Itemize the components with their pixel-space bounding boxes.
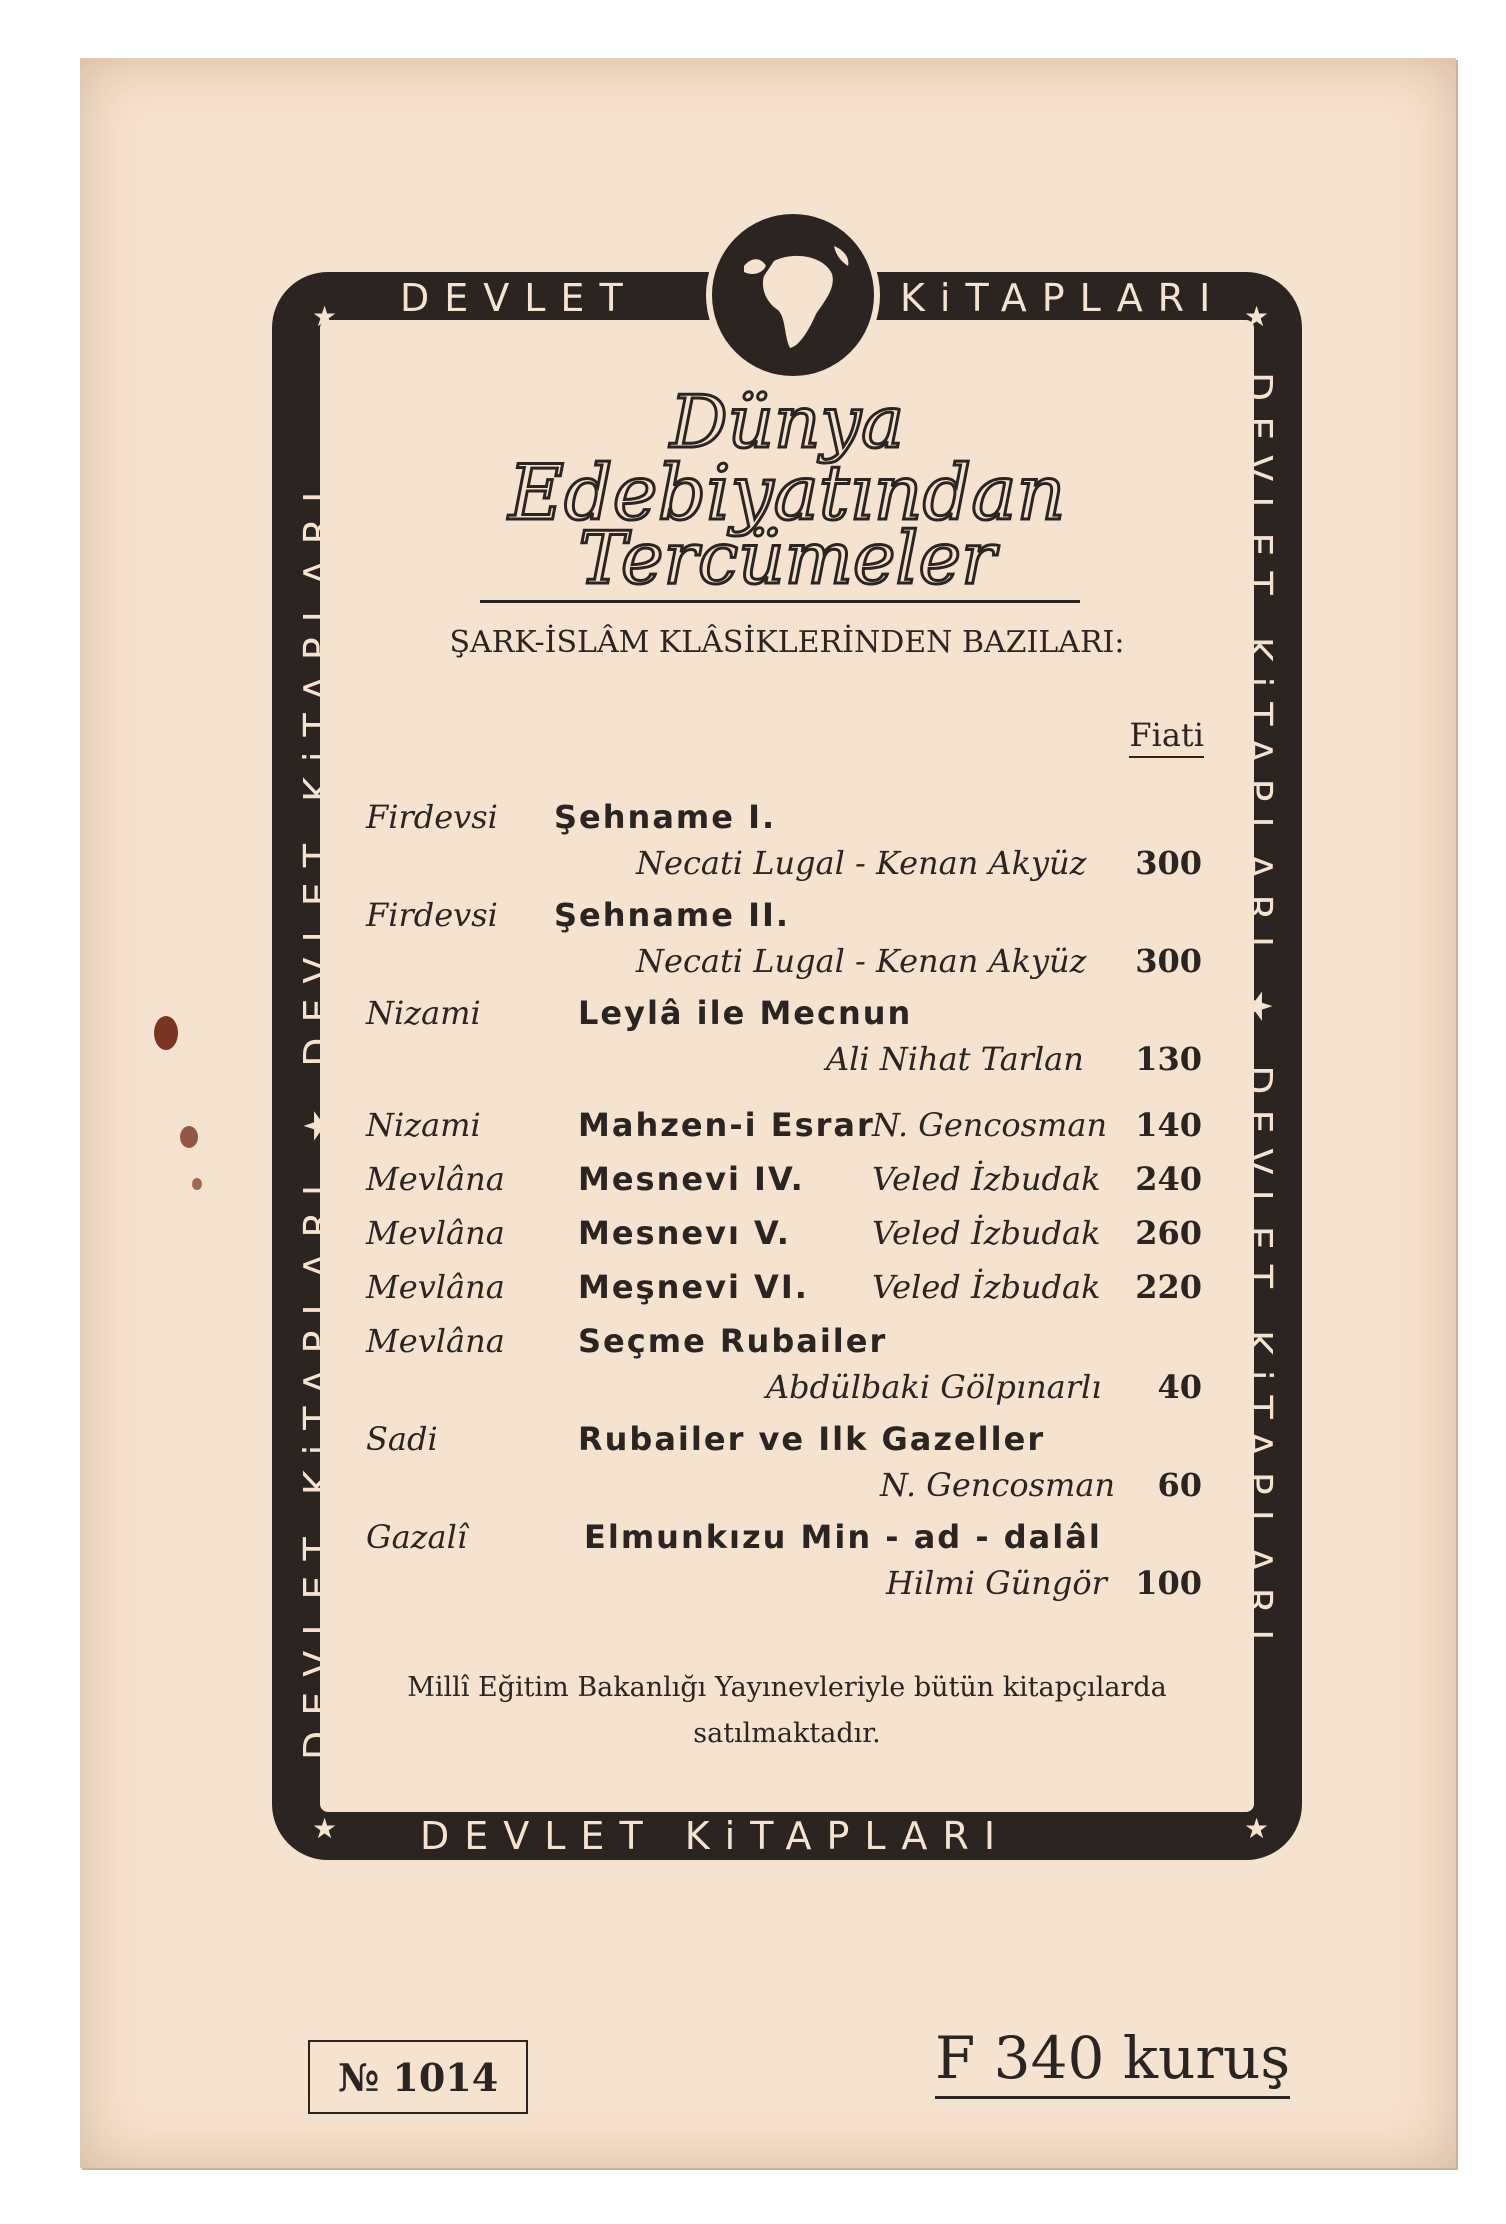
list-subtitle: ŞARK-İSLÂM KLÂSİKLERİNDEN BAZILARI:	[449, 625, 1125, 660]
book-title: Şehname II.	[554, 896, 791, 934]
book-row	[320, 1466, 1254, 1514]
book-row	[320, 1040, 1254, 1088]
book-author: Firdevsi	[366, 896, 498, 934]
book-translator: Hilmi Güngör	[886, 1564, 1107, 1602]
book-row	[320, 994, 1254, 1042]
book-price: 260	[1135, 1214, 1202, 1252]
cover-price: F 340 kuruş	[935, 2024, 1290, 2099]
book-translator: Veled İzbudak	[872, 1268, 1101, 1306]
star-icon: ★	[312, 1812, 338, 1845]
book-price: 40	[1157, 1368, 1202, 1406]
book-row	[320, 1518, 1254, 1566]
book-translator: N. Gencosman	[872, 1106, 1108, 1144]
availability-note-line-1: Millî Eğitim Bakanlığı Yayınevleriyle bütün kitapçılarda	[407, 1672, 1167, 1703]
book-author: Nizami	[366, 1106, 481, 1144]
book-price: 300	[1135, 942, 1202, 980]
book-price: 220	[1135, 1268, 1202, 1306]
book-translator: Veled İzbudak	[872, 1214, 1101, 1252]
book-row	[320, 1160, 1254, 1208]
book-price: 140	[1135, 1106, 1202, 1144]
book-price: 130	[1135, 1040, 1202, 1078]
heading-underline	[480, 600, 1080, 603]
book-translator: Necati Lugal - Kenan Akyüz	[636, 844, 1087, 882]
book-author: Mevlâna	[366, 1268, 505, 1306]
book-author: Mevlâna	[366, 1214, 505, 1252]
series-number-box: № 1014	[308, 2040, 528, 2114]
ink-stain	[154, 1016, 178, 1050]
book-price: 60	[1157, 1466, 1202, 1504]
star-icon: ★	[312, 300, 338, 333]
heading-line-1: Dünya	[669, 380, 905, 464]
book-title: Leylâ ile Mecnun	[578, 994, 913, 1032]
book-price: 100	[1135, 1564, 1202, 1602]
book-author: Gazalî	[366, 1518, 468, 1556]
band-left-text: DEVLET KiTAPLARI ★ DEVLET KiTAPLARI	[296, 476, 340, 1760]
band-right-text: DEVLET KiTAPLARI ★ DEVLET KiTAPLARI	[1236, 372, 1280, 1656]
book-title: Mesnevı V.	[578, 1214, 791, 1252]
book-title: Mesnevi IV.	[578, 1160, 805, 1198]
book-row	[320, 1322, 1254, 1370]
book-translator: Abdülbaki Gölpınarlı	[766, 1368, 1102, 1406]
book-title: Seçme Rubailer	[578, 1322, 888, 1360]
book-row	[320, 896, 1254, 944]
book-title: Mahzen-i Esrar	[578, 1106, 875, 1144]
book-author: Mevlâna	[366, 1322, 505, 1360]
band-top-right-text: KiTAPLARI	[900, 276, 1226, 320]
book-row	[320, 1268, 1254, 1316]
book-row	[320, 1420, 1254, 1468]
book-author: Firdevsi	[366, 798, 498, 836]
band-bottom-text: DEVLET KiTAPLARI	[420, 1814, 1011, 1858]
heading-line-2: Edebiyatından	[508, 448, 1066, 537]
book-price: 240	[1135, 1160, 1202, 1198]
availability-note	[320, 1665, 1254, 1757]
book-row	[320, 798, 1254, 846]
book-translator: N. Gencosman	[880, 1466, 1116, 1504]
book-translator: Necati Lugal - Kenan Akyüz	[636, 942, 1087, 980]
book-price: 300	[1135, 844, 1202, 882]
book-title: Şehname I.	[554, 798, 777, 836]
ink-stain	[180, 1126, 198, 1148]
book-translator: Veled İzbudak	[872, 1160, 1101, 1198]
book-author: Sadi	[366, 1420, 438, 1458]
book-title: Rubailer ve Ilk Gazeller	[578, 1420, 1046, 1458]
book-row	[320, 1106, 1254, 1154]
book-row	[320, 844, 1254, 892]
book-title: Elmunkızu Min - ad - dalâl	[584, 1518, 1102, 1556]
book-translator: Ali Nihat Tarlan	[826, 1040, 1084, 1078]
book-author: Mevlâna	[366, 1160, 505, 1198]
book-row	[320, 1368, 1254, 1416]
book-row	[320, 1564, 1254, 1612]
heading-line-3: Tercümeler	[578, 516, 996, 600]
book-row	[320, 942, 1254, 990]
content-panel	[320, 320, 1254, 1812]
ink-stain	[192, 1178, 202, 1190]
price-column-header: Fiati	[1129, 716, 1204, 758]
book-title: Meşnevi VI.	[578, 1268, 809, 1306]
band-top-left-text: DEVLET	[400, 276, 638, 320]
star-icon: ★	[1244, 1812, 1270, 1845]
star-icon: ★	[1244, 300, 1270, 333]
availability-note-line-2: satılmaktadır.	[693, 1718, 881, 1749]
book-author: Nizami	[366, 994, 481, 1032]
book-row	[320, 1214, 1254, 1262]
